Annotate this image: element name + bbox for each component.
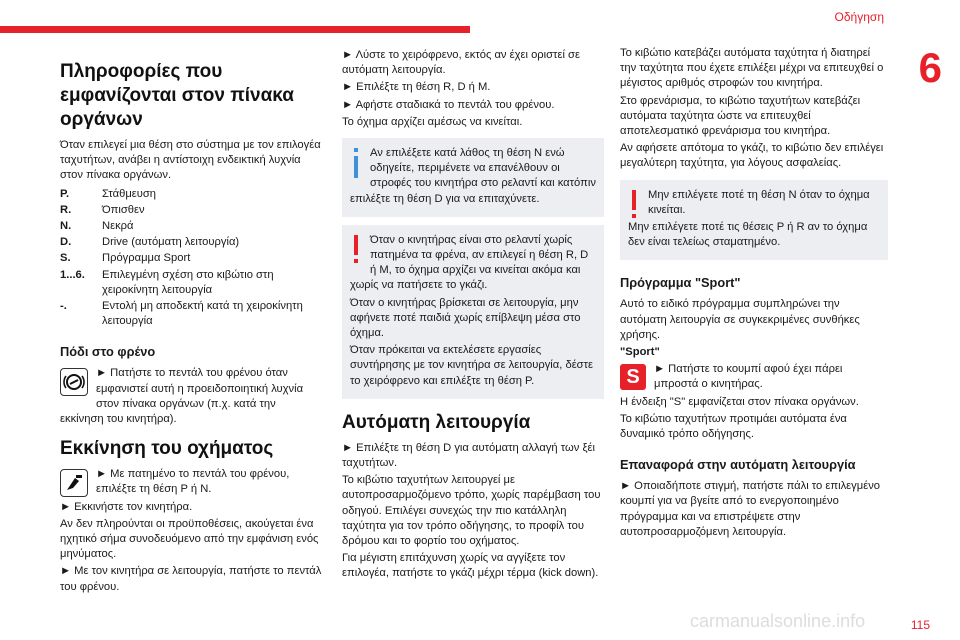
warning-note-2: [620, 180, 888, 261]
info-icon: [350, 146, 364, 178]
c2-text-4: Το όχημα αρχίζει αμέσως να κινείται.: [342, 115, 523, 128]
auto-text-1: ► Επιλέξτε τη θέση D για αυτόματη αλλαγή των ξέι ταχυτήτων.: [342, 441, 595, 470]
warning-icon: [350, 233, 364, 265]
start-text-1: ► Με πατημένο το πεντάλ του φρένου, επιλέξτε τη θέση P ή N.: [96, 468, 290, 496]
sport-button-icon: S: [620, 364, 646, 390]
return-title: Επαναφορά στην αυτόματη λειτουργία: [620, 457, 856, 473]
legend-value: Εντολή μη αποδεκτή κατά τη χειροκίνητη λειτουργία: [102, 300, 303, 328]
chapter-number: 6: [918, 44, 942, 91]
c2-text-1: ► Λύστε το χειρόφρενο, εκτός αν έχει οριστεί σε αυτόματη λειτουργία.: [342, 49, 580, 77]
legend-value: Νεκρά: [102, 220, 134, 233]
legend-key: R.: [60, 203, 72, 216]
brake-title: Πόδι στο φρένο: [60, 344, 156, 360]
legend-value: Πρόγραμμα Sport: [102, 252, 191, 265]
sport-text-1: Αυτό το ειδικό πρόγραμμα συμπληρώνει την αυτόματη λειτουργία σε συγκεκριμένες συνθήκες χρήσης.: [620, 298, 860, 341]
legend-value: Επιλεγμένη σχέση στο κιβώτιο στη χειροκίνητη λειτουργία: [102, 268, 274, 296]
legend-key: N.: [60, 220, 72, 233]
brake-text: ► Πατήστε το πεντάλ του φρένου όταν εμφανιστεί αυτή η προειδοποιητική λυχνία στον πίνακα οργάνων (π.χ. κατά την εκκίνηση του κινητήρα).: [60, 367, 304, 426]
legend-value: Drive (αυτόματη λειτουργία): [102, 236, 240, 249]
warning-text-1: Όταν ο κινητήρας είναι στο ρελαντί χωρίς πατημένα τα φρένα, αν επιλεγεί η θέση R, D ή M, το όχημα αρχίζει να κινείται ακόμα και χωρίς να πατήσετε το γκάζι.: [350, 233, 589, 292]
c3-text-1: Το κιβώτιο κατεβάζει αυτόματα ταχύτητα ή διατηρεί την ταχύτητα που έχετε επιλέξει μέχρι να επιτευχθεί ο μέγιστος αριθμός στροφών του κινητήρα.: [620, 47, 884, 90]
c2-text-2: ► Επιλέξτε τη θέση R, D ή M.: [342, 81, 491, 94]
foot-on-brake-icon: [60, 469, 88, 497]
sport-text-2: ► Πατήστε το κουμπί αφού έχει πάρει μπροστά ο κινητήρας.: [654, 363, 843, 391]
warning-2-text-2: Μην επιλέγετε ποτέ τις θέσεις P ή R αν το όχημα δεν είναι τελείως σταματημένο.: [628, 221, 868, 249]
watermark: carmanualsonline.info: [690, 611, 866, 631]
chapter-color-bar: [0, 26, 470, 33]
c3-text-2: Στο φρενάρισμα, το κιβώτιο ταχυτήτων κατεβάζει αυτόματα ταχύτητα ώστε να επιτευχθεί αποτελεσματικό φρενάρισμα του κινητήρα.: [620, 94, 861, 138]
warning-text-2: Όταν ο κινητήρας βρίσκεται σε λειτουργία, μην αφήνετε ποτέ παιδιά χωρίς επίβλεψη μέσα στο όχημα.: [350, 296, 581, 340]
legend-key: D.: [60, 236, 72, 249]
start-text-4: ► Με τον κινητήρα σε λειτουργία, πατήστε το πεντάλ του φρένου.: [60, 565, 322, 593]
sport-text-3: Η ένδειξη "S" εμφανίζεται στον πίνακα οργάνων.: [620, 395, 859, 408]
start-title: Εκκίνηση του οχήματος: [60, 438, 274, 460]
brake-pedal-warning-icon: [60, 368, 88, 396]
start-text-2: ► Εκκινήστε τον κινητήρα.: [60, 500, 193, 513]
section-title-info: Πληροφορίες που εμφανίζονται στον πίνακα οργάνων: [60, 61, 294, 130]
intro-text: Όταν επιλεγεί μια θέση στο σύστημα με τον επιλογέα ταχυτήτων, ανάβει η αντίστοιχη ενδεικτική λυχνία στον πίνακα οργάνων.: [60, 139, 321, 182]
c3-text-3: Αν αφήσετε απότομα το γκάζι, το κιβώτιο δεν επιλέγει μεγαλύτερη ταχύτητα, για λόγους ασφαλείας.: [620, 142, 884, 170]
start-text-3: Αν δεν πληρούνται οι προϋποθέσεις, ακούγεται ένα ηχητικό σήμα συνοδευόμενο από την εμφάνιση ενός μηνύματος.: [60, 517, 319, 561]
legend-key: -.: [60, 300, 67, 313]
legend-key: 1...6.: [60, 268, 85, 281]
auto-text-2: Το κιβώτιο ταχυτήτων λειτουργεί με αυτοπροσαρμοζόμενο τρόπο, χωρίς παρέμβαση του οδηγού. Επιλέγει συνεχώς την πιο κατάλληλη ταχύτητα για τον τρόπο οδήγησης, το προφίλ του δρόμου και το φορτίο του οχήματος.: [342, 474, 601, 548]
gear-legend: [60, 187, 322, 330]
running-title: Οδήγηση: [834, 10, 884, 24]
info-note-text: Αν επιλέξετε κατά λάθος τη θέση N ενώ οδηγείτε, περιμένετε να επανέλθουν οι στροφές του κινητήρα στο ρελαντί και κατόπιν επιλέξτε τη θέση D για να επιταχύνετε.: [350, 147, 596, 205]
auto-text-3: Για μέγιστη επιτάχυνση χωρίς να αγγίξετε τον επιλογέα, πατήστε το γκάζι μέχρι τέρμα (kick down).: [342, 552, 599, 580]
return-text: ► Οποιαδήποτε στιγμή, πατήστε πάλι το επιλεγμένο κουμπί για να βγείτε από το ενεργοποιημένο πρόγραμμα και να επιστρέψετε στην αυτοπροσαρμοζόμενη λειτουργία.: [620, 480, 881, 538]
column-2: [342, 48, 604, 584]
sport-title: Πρόγραμμα "Sport": [620, 275, 741, 291]
warning-note: [342, 225, 604, 399]
auto-title: Αυτόματη λειτουργία: [342, 411, 531, 433]
column-3: [620, 46, 888, 542]
legend-value: Στάθμευση: [102, 187, 157, 200]
warning-icon: [628, 188, 642, 220]
warning-text-3: Όταν πρόκειται να εκτελέσετε εργασίες συντήρησης με τον κινητήρα σε λειτουργία, δέστε το χειρόφρενο και επιλέξτε τη θέση P.: [350, 344, 593, 387]
c2-text-3: ► Αφήστε σταδιακά το πεντάλ του φρένου.: [342, 98, 555, 111]
legend-key: P.: [60, 187, 70, 200]
sport-subtitle: "Sport": [620, 346, 660, 359]
column-1: [60, 48, 322, 597]
info-note: [342, 138, 604, 217]
legend-key: S.: [60, 252, 71, 265]
warning-2-text-1: Μην επιλέγετε ποτέ τη θέση N όταν το όχημα κινείται.: [648, 188, 870, 216]
page-number: 115: [910, 618, 930, 632]
sport-text-4: Το κιβώτιο ταχυτήτων προτιμάει αυτόματα ένα δυναμικό τρόπο οδήγησης.: [620, 412, 847, 441]
legend-value: Όπισθεν: [102, 203, 145, 216]
